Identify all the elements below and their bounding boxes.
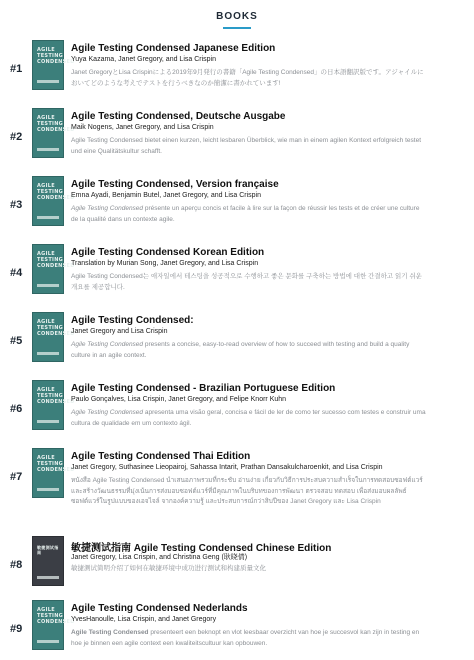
description-emphasis: Agile Testing Condensed <box>71 341 144 348</box>
book-description <box>71 68 427 89</box>
book-cover[interactable] <box>32 40 75 90</box>
cover-strip <box>37 80 59 83</box>
cover-strip <box>37 420 59 423</box>
book-title[interactable]: 敏捷测试指南 Agile Testing Condensed Chinese Edition <box>71 543 332 554</box>
book-item <box>0 40 474 100</box>
book-description <box>71 272 427 293</box>
cover-title: AGILE TESTING CONDENSED <box>37 251 75 269</box>
book-authors: Emna Ayadi, Benjamin Butel, Janet Gregory, and Lisa Crispin <box>71 192 262 199</box>
book-cover[interactable] <box>32 600 75 650</box>
description-text: Janet GregoryとLisa Crispinによる2019年9月発行の書籍「Agile Testing Condensed」の日本語翻訳版です。アジャイルにおいてどのような考えでテストを行うべきなのか簡潔に書かれています! <box>71 69 424 87</box>
description-strong: Agile Testing Condensed <box>71 629 149 636</box>
book-description <box>71 408 427 429</box>
cover-strip <box>37 284 59 287</box>
cover-title: 敏捷测试指南 <box>37 545 59 555</box>
book-rank: #2 <box>10 131 23 143</box>
book-description <box>71 628 427 649</box>
cover-title: AGILE TESTING CONDENSED <box>37 47 75 65</box>
cover-strip <box>37 148 59 151</box>
book-item <box>0 312 474 372</box>
book-cover[interactable] <box>32 312 75 362</box>
book-authors: Maik Nogens, Janet Gregory, and Lisa Crispin <box>71 124 214 131</box>
book-description <box>71 564 427 575</box>
book-description <box>71 136 427 157</box>
book-title[interactable]: Agile Testing Condensed: <box>71 315 194 326</box>
description-emphasis: Agile Testing Condensed <box>71 205 144 212</box>
book-authors: Translation by Murian Song, Janet Gregory, and Lisa Crispin <box>71 260 259 267</box>
book-item <box>0 448 474 508</box>
book-title[interactable]: Agile Testing Condensed - Brazilian Portuguese Edition <box>71 383 336 394</box>
book-item <box>0 176 474 236</box>
description-emphasis: Agile Testing Condensed <box>71 409 144 416</box>
page-title: BOOKS <box>216 11 258 22</box>
book-description <box>71 204 427 225</box>
book-cover[interactable] <box>32 536 64 586</box>
book-rank: #3 <box>10 199 23 211</box>
book-authors: Yuya Kazama, Janet Gregory, and Lisa Crispin <box>71 56 217 63</box>
book-cover[interactable] <box>32 448 75 498</box>
description-text: présente un aperçu concis et facile à lire sur la façon de réussir les tests et de créer une culture de la qualité dans un contexte agile. <box>71 205 420 223</box>
cover-strip <box>37 216 59 219</box>
book-rank: #7 <box>10 471 23 483</box>
book-authors: Janet Gregory and Lisa Crispin <box>71 328 168 335</box>
description-text: presents a concise, easy-to-read overview of how to succeed with testing and build a quality culture in an agile context. <box>71 341 410 359</box>
cover-strip <box>37 352 59 355</box>
book-cover[interactable] <box>32 176 75 226</box>
book-item <box>0 244 474 304</box>
title-underline <box>223 27 251 29</box>
cover-title: AGILE TESTING CONDENSED <box>37 387 75 405</box>
book-item <box>0 380 474 440</box>
book-title[interactable]: Agile Testing Condensed, Deutsche Ausgabe <box>71 111 286 122</box>
book-title[interactable]: Agile Testing Condensed Nederlands <box>71 603 248 614</box>
book-description <box>71 340 427 361</box>
book-authors: Janet Gregory, Lisa Crispin, and Christina Geng (耿晓倩) <box>71 554 248 561</box>
book-item <box>0 108 474 168</box>
book-title[interactable]: Agile Testing Condensed Thai Edition <box>71 451 251 462</box>
book-rank: #5 <box>10 335 23 347</box>
cover-title: AGILE TESTING CONDENSED <box>37 455 75 473</box>
book-item <box>0 600 474 660</box>
book-cover[interactable] <box>32 108 75 158</box>
cover-strip <box>37 576 59 579</box>
description-text: หนังสือ Agile Testing Condensed นำเสนอภาพรวมที่กระชับ อ่านง่าย เกี่ยวกับวิธีการประสบความสำเร็จในการทดสอบซอฟต์แวร์ และสร้างวัฒนธรรมที่มุ่งเน้นการส่งมอบซอฟต์แวร์ที่มีคุณภาพในบริบทของการพัฒนา ตรวจสอบ ทดสอบ เพื่อส่งมอบผลลัพธ์ซอฟต์แวร์ในรูปแบบของเอจไจล์ จากองค์ความรู้ และประสบการณ์กว่าสิบปีของ Janet Gregory และ Lisa Crispin <box>71 477 423 505</box>
book-cover[interactable] <box>32 244 75 294</box>
book-rank: #8 <box>10 559 23 571</box>
book-description <box>71 476 427 508</box>
book-authors: YvesHanoulle, Lisa Crispin, and Janet Gregory <box>71 616 217 623</box>
book-title[interactable]: Agile Testing Condensed, Version française <box>71 179 279 190</box>
book-authors: Janet Gregory, Suthasinee Lieopairoj, Sahassa Intarit, Prathan Dansakulcharoenkit, and Lisa Crispin <box>71 464 383 471</box>
book-item <box>0 536 474 596</box>
page-header <box>0 0 474 30</box>
description-text: apresenta uma visão geral, concisa e fácil de ler de como ter sucesso com testes e construir uma cultura de qualidade em um contexto ágil. <box>71 409 426 427</box>
book-cover[interactable] <box>32 380 75 430</box>
book-title[interactable]: Agile Testing Condensed Japanese Edition <box>71 43 276 54</box>
description-text: presenteert een beknopt en vlot leesbaar overzicht van hoe je succesvol kan zijn in testing en hoe je binnen een agile context een kwaliteitscultuur kan opbouwen. <box>71 629 420 647</box>
description-text: Agile Testing Condensed는 애자일에서 테스팅을 성공적으로 수행하고 좋은 문화를 구축하는 방법에 대한 간결하고 읽기 쉬운 개요를 제공합니다. <box>71 273 422 291</box>
cover-title: AGILE TESTING CONDENSED <box>37 607 75 625</box>
description-text: Agile Testing Condensed bietet einen kurzen, leicht lesbaren Überblick, wie man in einem agilen Kontext erfolgreich testet und eine Qualitätskultur schafft. <box>71 137 421 155</box>
cover-title: AGILE TESTING CONDENSED <box>37 115 75 133</box>
book-rank: #4 <box>10 267 23 279</box>
cover-title: AGILE TESTING CONDENSED <box>37 183 75 201</box>
cover-title: AGILE TESTING CONDENSED <box>37 319 75 337</box>
description-text: 敏捷测试简明介绍了如何在敏捷环境中成功进行测试和构建质量文化 <box>71 565 266 572</box>
book-rank: #9 <box>10 623 23 635</box>
book-rank: #1 <box>10 63 23 75</box>
cover-strip <box>37 640 59 643</box>
book-title[interactable]: Agile Testing Condensed Korean Edition <box>71 247 265 258</box>
book-rank: #6 <box>10 403 23 415</box>
book-authors: Paulo Gonçalves, Lisa Crispin, Janet Gregory, and Felipe Knorr Kuhn <box>71 396 287 403</box>
cover-strip <box>37 488 59 491</box>
